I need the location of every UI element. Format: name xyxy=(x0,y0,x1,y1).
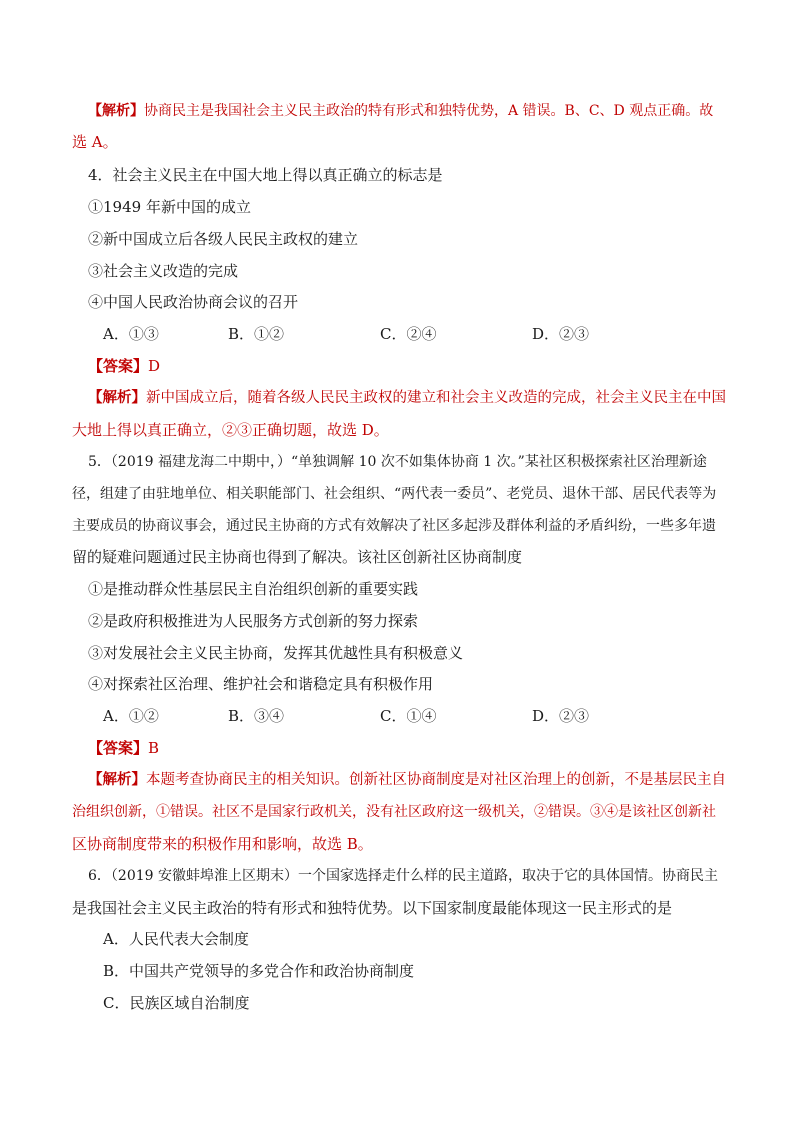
q4-analysis-text-1: 新中国成立后，随着各级人民民主政权的建立和社会主义改造的完成，社会主义民主在中国 xyxy=(146,390,726,406)
q5-answer-value: B xyxy=(148,739,160,757)
q4-item-4: ④中国人民政治协商会议的召开 xyxy=(88,293,299,311)
q6-option-c: C．民族区域自治制度 xyxy=(103,994,250,1012)
q5-analysis-text-3: 区协商制度带来的积极作用和影响，故选 B。 xyxy=(72,835,373,853)
q5-item-3: ③对发展社会主义民主协商，发挥其优越性具有积极意义 xyxy=(88,644,464,662)
answer-tag: 【答案】 xyxy=(88,357,149,375)
q4-answer xyxy=(88,356,160,376)
q4-item-2: ②新中国成立后各级人民民主政权的建立 xyxy=(88,230,359,248)
q4-item-1: ①1949 年新中国的成立 xyxy=(88,198,251,216)
q4-option-c: C．②④ xyxy=(380,325,437,343)
q4-option-d: D．②③ xyxy=(532,325,590,343)
q4-item-3: ③社会主义改造的完成 xyxy=(88,262,239,280)
q5-option-d: D．②③ xyxy=(532,707,590,725)
q6-stem-1: 6．（2019 安徽蚌埠淮上区期末）一个国家选择走什么样的民主道路，取决于它的具体国情。协商民主 xyxy=(88,868,718,884)
q4-option-b: B．①② xyxy=(228,325,285,343)
q5-item-2: ②是政府积极推进为人民服务方式创新的努力探索 xyxy=(88,612,419,630)
analysis-tag: 【解析】 xyxy=(88,103,144,119)
answer-tag: 【答案】 xyxy=(88,739,149,757)
analysis-tag: 【解析】 xyxy=(88,389,146,406)
q4-option-a: A．①③ xyxy=(103,325,159,343)
q3-analysis xyxy=(88,101,713,121)
q6-option-b: B．中国共产党领导的多党合作和政治协商制度 xyxy=(103,962,415,980)
q4-analysis-text-2: 大地上得以真正确立，②③正确切题，故选 D。 xyxy=(72,421,389,439)
q6-stem-2: 是我国社会主义民主政治的特有形式和独特优势。以下国家制度最能体现这一民主形式的是 xyxy=(72,899,673,917)
q4-stem: 4．社会主义民主在中国大地上得以真正确立的标志是 xyxy=(88,166,443,184)
q5-item-1: ①是推动群众性基层民主自治组织创新的重要实践 xyxy=(88,580,419,598)
q5-stem-1: 5．（2019 福建龙海二中期中，）“单独调解 10 次不如集体协商 1 次。”某社区积极探索社区治理新途 xyxy=(88,454,707,470)
q5-analysis-text-2: 治组织创新，①错误。社区不是国家行政机关，没有社区政府这一级机关，②错误。③④是该社区创新社 xyxy=(72,804,716,820)
q5-stem-4: 留的疑难问题通过民主协商也得到了解决。该社区创新社区协商制度 xyxy=(72,548,523,566)
q6-option-a: A．人民代表大会制度 xyxy=(103,930,249,948)
q5-stem-3: 主要成员的协商议事会，通过民主协商的方式有效解决了社区多起涉及群体利益的矛盾纠纷，一些多年遗 xyxy=(72,518,716,534)
q3-analysis-text-2: 选 A。 xyxy=(72,133,118,151)
q5-analysis xyxy=(88,770,726,790)
q5-option-b: B．③④ xyxy=(228,707,285,725)
q4-analysis xyxy=(88,388,726,408)
q5-item-4: ④对探索社区治理、维护社会和谐稳定具有积极作用 xyxy=(88,675,434,693)
analysis-tag: 【解析】 xyxy=(88,771,146,788)
q5-analysis-text-1: 本题考查协商民主的相关知识。创新社区协商制度是对社区治理上的创新，不是基层民主自 xyxy=(146,772,726,788)
q5-stem-2: 径，组建了由驻地单位、相关职能部门、社会组织、“两代表一委员”、老党员、退休干部、居民代表等为 xyxy=(72,486,717,502)
q5-option-a: A．①② xyxy=(103,707,159,725)
q4-answer-value: D xyxy=(148,357,161,375)
q5-option-c: C．①④ xyxy=(380,707,437,725)
q3-analysis-text-1: 协商民主是我国社会主义民主政治的特有形式和独特优势，A 错误。B、C、D 观点正确。故 xyxy=(144,103,714,119)
q5-answer xyxy=(88,738,159,758)
